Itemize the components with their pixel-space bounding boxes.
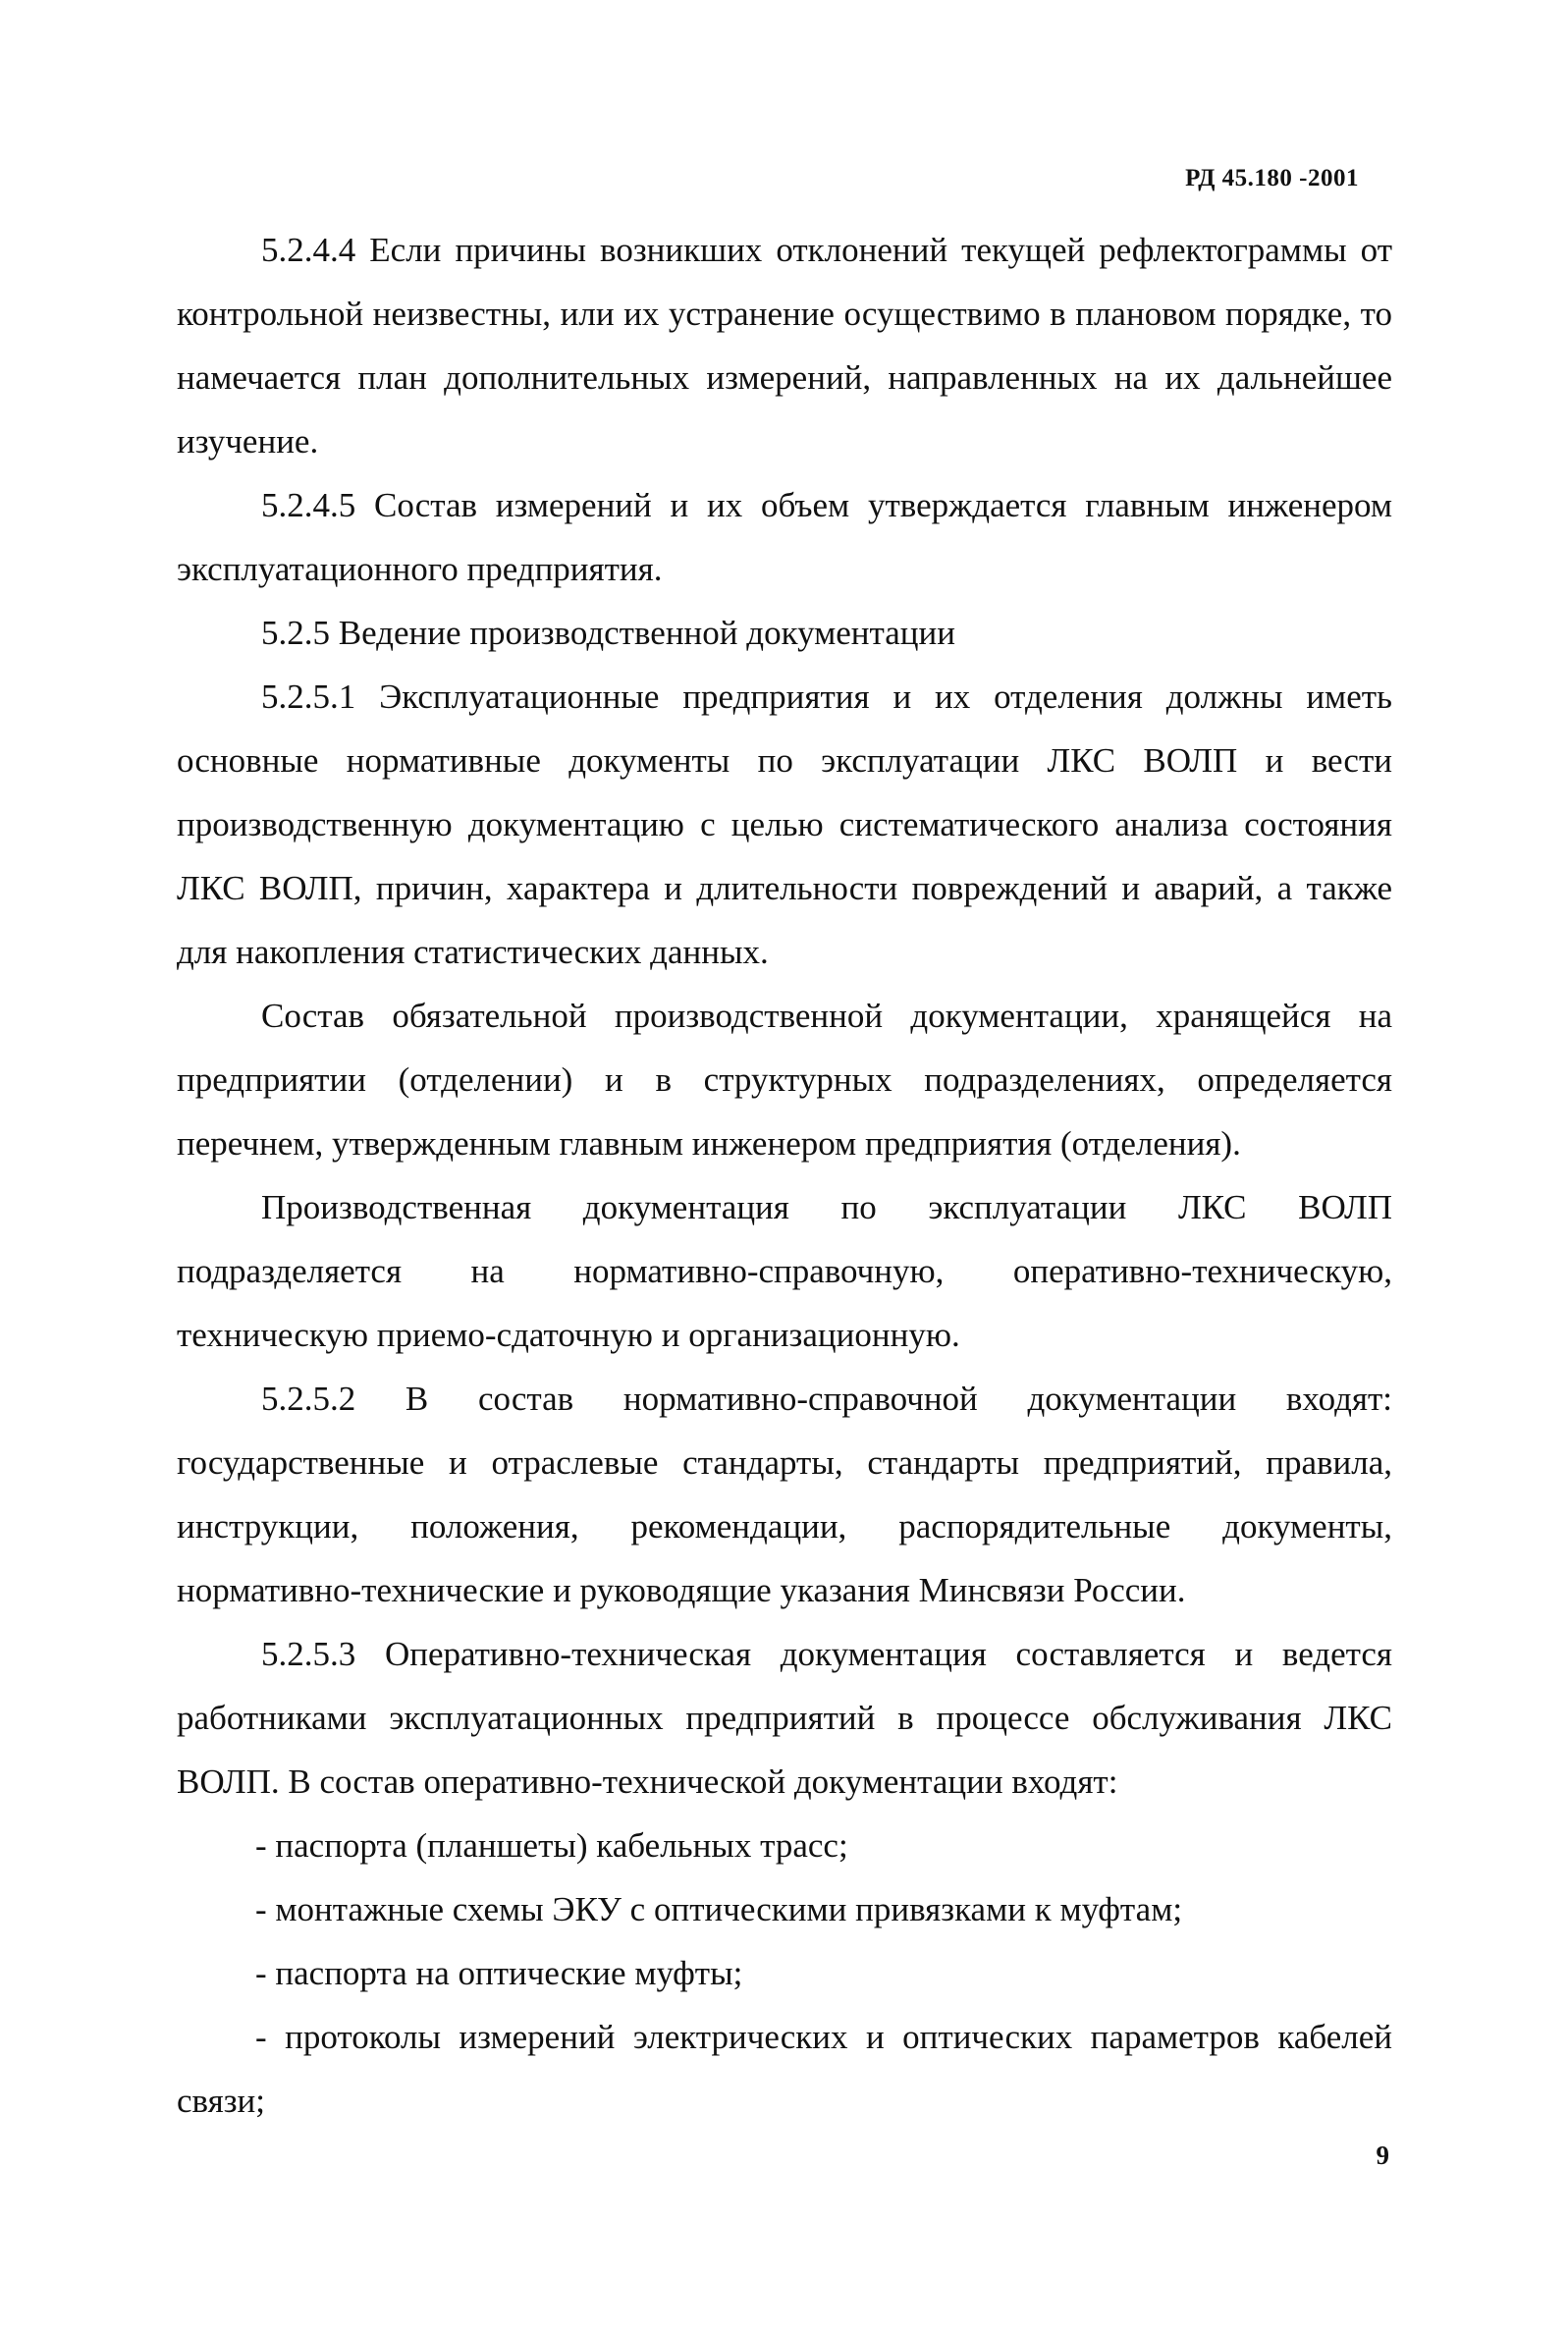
- document-body: [177, 218, 1392, 2133]
- paragraph-5-2-5-2: 5.2.5.2 В состав нормативно-справочной документации входят: государственные и отраслевые стандарты, стандарты предприятий, правила, инструкции, положения, рекомендации, распорядительные документы, нормативно-технические и руководящие указания Минсвязи России.: [177, 1380, 1392, 1609]
- paragraph-documentation-types: Производственная документация по эксплуатации ЛКС ВОЛП подразделяется на нормативно-справочную, оперативно-техническую, техническую приемо-сдаточную и организационную.: [177, 1188, 1392, 1354]
- list-item: - паспорта (планшеты) кабельных трасс;: [255, 1826, 848, 1865]
- document-code: РД 45.180 -2001: [1185, 165, 1359, 191]
- page-number: 9: [1376, 2141, 1389, 2170]
- list-item: - паспорта на оптические муфты;: [255, 1954, 743, 1992]
- paragraph-5-2-4-4: 5.2.4.4 Если причины возникших отклонений текущей рефлектограммы от контрольной неизвестны, или их устранение осуществимо в плановом порядке, то намечается план дополнительных измерений, направленных на их дальнейшее изучение.: [177, 231, 1392, 461]
- paragraph-5-2-4-5: 5.2.4.5 Состав измерений и их объем утверждается главным инженером эксплуатационного предприятия.: [177, 486, 1392, 588]
- paragraph-documentation-composition: Состав обязательной производственной документации, хранящейся на предприятии (отделении) и в структурных подразделениях, определяется перечнем, утвержденным главным инженером предприятия (отделения).: [177, 997, 1392, 1163]
- paragraph-5-2-5-1: 5.2.5.1 Эксплуатационные предприятия и их отделения должны иметь основные нормативные документы по эксплуатации ЛКС ВОЛП и вести производственную документацию с целью систематического анализа состояния ЛКС ВОЛП, причин, характера и длительности повреждений и аварий, а также для накопления статистических данных.: [177, 678, 1392, 971]
- list-item: - протоколы измерений электрических и оптических параметров кабелей связи;: [177, 2018, 1392, 2120]
- list-item: - монтажные схемы ЭКУ с оптическими привязками к муфтам;: [255, 1890, 1183, 1928]
- paragraph-5-2-5-3: 5.2.5.3 Оперативно-техническая документация составляется и ведется работниками эксплуатационных предприятий в процессе обслуживания ЛКС ВОЛП. В состав оперативно-технической документации входят:: [177, 1635, 1392, 1801]
- section-heading-5-2-5: 5.2.5 Ведение производственной документации: [261, 614, 955, 652]
- documentation-list: [177, 1814, 1392, 2133]
